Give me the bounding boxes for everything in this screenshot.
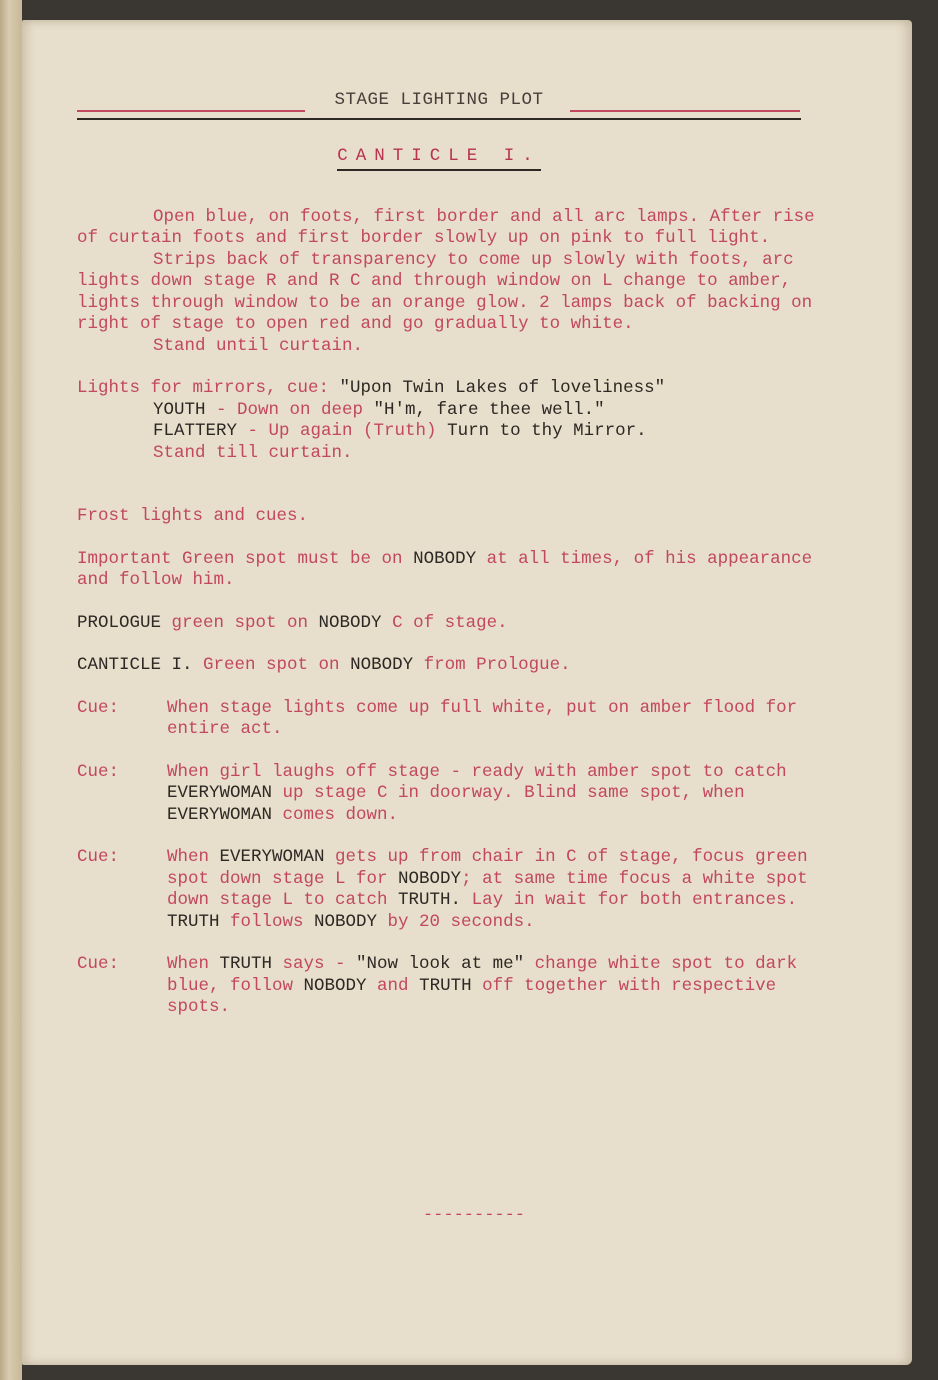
prologue-line: PROLOGUE green spot on NOBODY C of stage. (77, 612, 508, 633)
opening-paragraph-1: Open blue, on foots, first border and all arc lamps. After rise of curtain foots and first border slowly up on pink to full light. (77, 206, 815, 248)
header-rule-double (77, 118, 801, 120)
document-page (22, 20, 912, 1365)
mirrors-cue-label: Lights for mirrors, cue: (77, 378, 340, 398)
cue-text: When girl laughs off stage - ready with amber spot to catch EVERYWOMAN up stage C in doorway. Blind same spot, when EVERYWOMAN comes down. (167, 761, 787, 825)
cue-item-1 (77, 698, 817, 741)
cue-item-2 (77, 762, 817, 827)
page-title: STAGE LIGHTING PLOT (334, 90, 544, 110)
cue-text: When EVERYWOMAN gets up from chair in C of stage, focus green spot down stage L for NOBODY; at same time focus a white spot down stage L to catch TRUTH. Lay in wait for both entrances. TRUTH follows NOBODY by 20 seconds. (167, 847, 808, 932)
cue-label: Cue: (77, 954, 120, 974)
page-content (77, 88, 817, 1040)
canticle-spot-line: CANTICLE I. Green spot on NOBODY from Prologue. (77, 655, 571, 675)
cue-item-4 (77, 954, 817, 1019)
flattery-cue-line: Turn to thy Mirror. (447, 421, 647, 441)
cue-item-3 (77, 847, 817, 933)
mirrors-stand: Stand till curtain. (153, 442, 353, 463)
cue-label: Cue: (77, 847, 120, 867)
canticle-heading-text: CANTICLE I. (337, 146, 541, 171)
important-note: Important Green spot must be on NOBODY at all times, of his appearance and follow him. (77, 548, 813, 590)
youth-cue-line: "H'm, fare thee well." (373, 399, 605, 420)
mirrors-cue-line: "Upon Twin Lakes of loveliness" (339, 378, 666, 398)
mirrors-section (77, 378, 817, 464)
opening-paragraph-2: Strips back of transparency to come up slowly with foots, arc lights down stage R and R C and through window on L change to amber, lights through window to be an orange glow. 2 lamps back of backing on right of stage to open red and go gradually to white. (77, 249, 813, 334)
flattery-direction: - Up again (Truth) (237, 421, 448, 441)
canticle-heading (77, 146, 801, 171)
youth-direction: - Down on deep (205, 399, 374, 420)
flattery-name: FLATTERY (153, 421, 238, 441)
book-spine (0, 0, 22, 1380)
cue-text: When stage lights come up full white, put on amber flood for entire act. (167, 697, 798, 739)
end-mark: ---------- (422, 1206, 526, 1225)
opening-paragraph-3: Stand until curtain. (153, 335, 364, 356)
cue-label: Cue: (77, 697, 120, 718)
cue-label: Cue: (77, 761, 120, 782)
cue-text: When TRUTH says - "Now look at me" change white spot to dark blue, follow NOBODY and TRUTH off together with respective spots. (167, 954, 798, 1017)
youth-name: YOUTH (153, 399, 206, 420)
frost-heading: Frost lights and cues. (77, 506, 309, 526)
page-header (77, 88, 801, 126)
